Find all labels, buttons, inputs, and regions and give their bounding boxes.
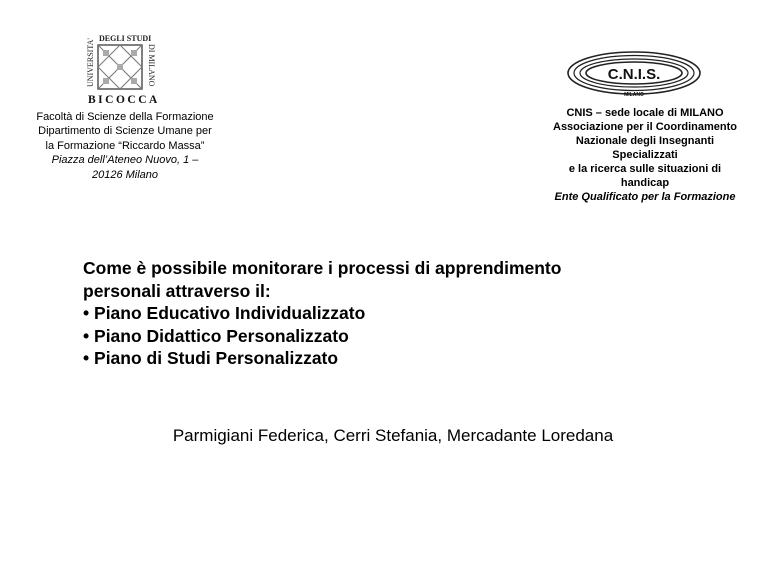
cnis-desc-2: Nazionale degli Insegnanti bbox=[575, 135, 715, 147]
logo-arc-text-top: DEGLI STUDI bbox=[99, 34, 152, 43]
cnis-logo-city: MILANO bbox=[624, 92, 644, 98]
title-bullet-list bbox=[83, 302, 703, 370]
logo-arc-text-right: DI MILANO bbox=[147, 44, 156, 87]
cnis-desc-5: handicap bbox=[620, 177, 670, 189]
presentation-title bbox=[83, 257, 703, 370]
bullet-text: Piano di Studi Personalizzato bbox=[94, 348, 339, 368]
bicocca-university-logo-icon bbox=[83, 32, 157, 106]
cnis-desc-1: Associazione per il Coordinamento bbox=[553, 121, 737, 133]
cnis-logo-name: C.N.I.S. bbox=[607, 66, 661, 83]
bullet-marker: • bbox=[83, 348, 90, 368]
title-bullet-item bbox=[83, 302, 703, 325]
cnis-logo-icon bbox=[566, 50, 702, 98]
cnis-logo bbox=[566, 50, 702, 98]
title-bullet-item bbox=[83, 325, 703, 348]
cnis-qualification: Ente Qualificato per la Formazione bbox=[554, 191, 736, 203]
address-city: 20126 Milano bbox=[91, 168, 159, 181]
department-name: Dipartimento di Scienze Umane per bbox=[38, 125, 212, 138]
right-institution-address bbox=[540, 106, 750, 204]
department-name-cont: la Formazione “Riccardo Massa” bbox=[45, 139, 205, 152]
bullet-marker: • bbox=[83, 303, 90, 323]
title-bullet-item bbox=[83, 347, 703, 370]
title-line-1: Come è possibile monitorare i processi di apprendimento bbox=[83, 258, 562, 278]
logo-arc-text-left: UNIVERSITA' bbox=[86, 38, 95, 87]
title-line-2: personali attraverso il: bbox=[83, 280, 271, 301]
authors: Parmigiani Federica, Cerri Stefania, Mercadante Loredana bbox=[172, 426, 614, 445]
bullet-marker: • bbox=[83, 325, 90, 346]
logo-wordmark: BICOCCA bbox=[88, 94, 157, 106]
bullet-text: Piano Educativo Individualizzato bbox=[94, 303, 366, 323]
cnis-desc-3: Specializzati bbox=[612, 149, 678, 161]
address-street: Piazza dell’Ateneo Nuovo, 1 – bbox=[51, 154, 199, 167]
cnis-desc-4: e la ricerca sulle situazioni di bbox=[568, 163, 722, 175]
faculty-name: Facoltà di Scienze della Formazione bbox=[36, 111, 214, 123]
bullet-text: Piano Didattico Personalizzato bbox=[94, 325, 349, 346]
cnis-headline: CNIS – sede locale di MILANO bbox=[566, 107, 724, 119]
bicocca-logo bbox=[83, 32, 157, 106]
left-institution-address bbox=[22, 110, 228, 182]
